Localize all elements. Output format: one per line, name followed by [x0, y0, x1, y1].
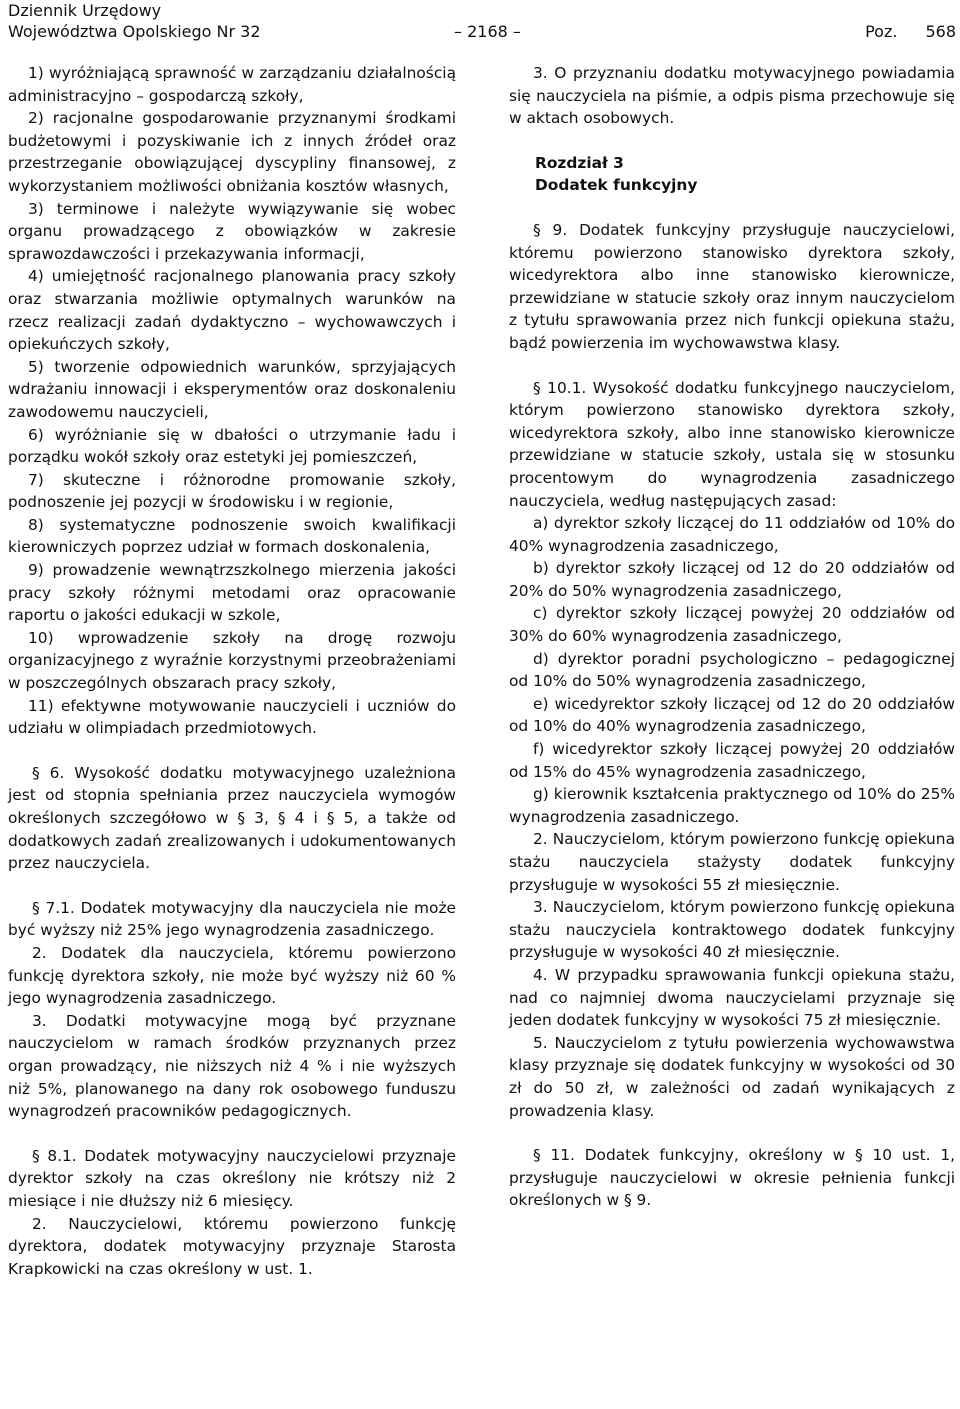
left-column [8, 62, 456, 1280]
position-label: Poz. [865, 22, 898, 41]
chapter-title: Dodatek funkcyjny [535, 176, 698, 195]
list-item: 6) wyróżnianie się w dbałości o utrzymanie ładu i porządku wokół szkoły oraz estetyki jej pomieszczeń, [8, 425, 456, 467]
paragraph-section-11: § 11. Dodatek funkcyjny, określony w § 10 ust. 1, przysługuje nauczycielowi w okresie pełnienia funkcji określonych w § 9. [509, 1146, 955, 1210]
paragraph-section-6: § 6. Wysokość dodatku motywacyjnego uzależniona jest od stopnia spełniania przez nauczyciela wymogów określonych szczegółowo w § 3, § 4 i § 5, a także od dodatkowych zadań zrealizowanych i udokumentowanych przez nauczyciela. [8, 763, 456, 873]
list-item: 5) tworzenie odpowiednich warunków, sprzyjających wdrażaniu innowacji i eksperymentów oraz doskonaleniu zawodowemu nauczycieli, [8, 357, 456, 421]
paragraph-section-10-5: 5. Nauczycielom z tytułu powierzenia wychowawstwa klasy przyznaje się dodatek funkcyjny w wysokości od 30 zł do 50 zł, w zależności od zadań wynikających z prowadzenia klasy. [509, 1033, 955, 1120]
paragraph-section-10-2: 2. Nauczycielom, którym powierzono funkcję opiekuna stażu nauczyciela stażysty dodatek funkcyjny przysługuje w wysokości 55 zł miesięcznie. [509, 830, 955, 894]
list-item: a) dyrektor szkoły liczącej do 11 oddziałów od 10% do 40% wynagrodzenia zasadniczego, [509, 514, 955, 555]
voivodeship-title: Województwa Opolskiego Nr 32 [8, 22, 261, 41]
paragraph-section-7-2: 2. Dodatek dla nauczyciela, któremu powierzono funkcję dyrektora szkoły, nie może być wyższy niż 60 % jego wynagrodzenia zasadniczego. [8, 943, 456, 1008]
paragraph-section-7-1: § 7.1. Dodatek motywacyjny dla nauczyciela nie może być wyższy niż 25% jego wynagrodzenia zasadniczego. [8, 898, 456, 940]
right-column [509, 62, 955, 1212]
paragraph-section-8-3: 3. O przyznaniu dodatku motywacyjnego powiadamia się nauczyciela na piśmie, a odpis pisma przechowuje się w aktach osobowych. [509, 64, 955, 128]
list-item: f) wicedyrektor szkoły liczącej powyżej 20 oddziałów od 15% do 45% wynagrodzenia zasadniczego, [509, 740, 955, 781]
list-item: 9) prowadzenie wewnątrzszkolnego mierzenia jakości pracy szkoły różnymi metodami oraz opracowanie raportu o jakości edukacji w szkole, [8, 561, 456, 625]
paragraph-section-10-3: 3. Nauczycielom, którym powierzono funkcję opiekuna stażu nauczyciela kontraktowego dodatek funkcyjny przysługuje w wysokości 40 zł miesięcznie. [509, 898, 955, 962]
list-item: b) dyrektor szkoły liczącej od 12 do 20 oddziałów od 20% do 50% wynagrodzenia zasadniczego, [509, 559, 955, 600]
list-item: 7) skuteczne i różnorodne promowanie szkoły, podnoszenie jej pozycji w środowisku i w regionie, [8, 470, 456, 512]
list-item: 8) systematyczne podnoszenie swoich kwalifikacji kierowniczych poprzez udział w formach doskonalenia, [8, 515, 456, 557]
journal-title: Dziennik Urzędowy [8, 1, 162, 20]
paragraph-section-10-1: § 10.1. Wysokość dodatku funkcyjnego nauczycielom, którym powierzono stanowisko dyrektora szkoły, wicedyrektora szkoły, albo inne stanowisko kierownicze przewidziane w statucie szkoły, ustala się w stosunku procentowym do wynagrodzenia zasadniczego nauczyciela, według następujących zasad: [509, 378, 955, 510]
list-item: e) wicedyrektor szkoły liczącej od 12 do 20 oddziałów od 10% do 40% wynagrodzenia zasadniczego, [509, 694, 955, 736]
chapter-number: Rozdział 3 [535, 153, 624, 172]
paragraph-section-8-1: § 8.1. Dodatek motywacyjny nauczycielowi przyznaje dyrektor szkoły na czas określony nie krótszy niż 2 miesiące i nie dłuższy niż 6 miesięcy. [8, 1146, 456, 1210]
list-item: c) dyrektor szkoły liczącej powyżej 20 oddziałów od 30% do 60% wynagrodzenia zasadniczego, [509, 604, 955, 646]
list-item: 11) efektywne motywowanie nauczycieli i uczniów do udziału w olimpiadach przedmiotowych. [8, 696, 456, 738]
position-number: 568 [925, 22, 956, 41]
paragraph-section-10-4: 4. W przypadku sprawowania funkcji opiekuna stażu, nad co najmniej dwoma nauczycielami przyznaje się jeden dodatek funkcyjny w wysokości 75 zł miesięcznie. [509, 965, 955, 1030]
list-item: g) kierownik kształcenia praktycznego od 10% do 25% wynagrodzenia zasadniczego. [509, 785, 955, 826]
paragraph-section-7-3: 3. Dodatki motywacyjne mogą być przyznane nauczycielom w ramach środków przyznanych przez organ prowadzący, nie niższych niż 4 % i nie wyższych niż 5%, planowanego na dany rok osobowego funduszu wynagrodzeń pracowników pedagogicznych. [8, 1011, 456, 1121]
list-item: 10) wprowadzenie szkoły na drogę rozwoju organizacyjnego z wyraźnie korzystnymi przeobrażeniami w poszczególnych obszarach pracy szkoły, [8, 628, 456, 693]
list-item: 3) terminowe i należyte wywiązywanie się wobec organu prowadzącego z obowiązków w zakresie sprawozdawczości i przekazywania informacji, [8, 199, 456, 263]
list-item: 1) wyróżniającą sprawność w zarządzaniu działalnością administracyjno – gospodarczą szkoły, [8, 64, 456, 105]
paragraph-section-8-2: 2. Nauczycielowi, któremu powierzono funkcję dyrektora, dodatek motywacyjny przyznaje Starosta Krapkowicki na czas określony w ust. 1. [8, 1214, 456, 1278]
list-item: d) dyrektor poradni psychologiczno – pedagogicznej od 10% do 50% wynagrodzenia zasadniczego, [509, 649, 955, 691]
page-header [8, 0, 956, 44]
list-item: 2) racjonalne gospodarowanie przyznanymi środkami budżetowymi i pozyskiwanie ich z innych źródeł oraz przestrzeganie obowiązującej dyscypliny finansowej, z wykorzystaniem możliwości obniżania kosztów własnych, [8, 109, 456, 195]
list-item: 4) umiejętność racjonalnego planowania pracy szkoły oraz stwarzania możliwie optymalnych warunków na rzecz realizacji zadań dydaktyczno – wychowawczych i opiekuńczych szkoły, [8, 267, 456, 354]
page-number: – 2168 – [454, 22, 521, 41]
paragraph-section-9: § 9. Dodatek funkcyjny przysługuje nauczycielowi, któremu powierzono stanowisko dyrektora szkoły, wicedyrektora albo inne stanowisko kierownicze, przewidziane w statucie szkoły oraz innym nauczycielom z tytułu sprawowania przez nich funkcji opiekuna stażu, bądź powierzenia im wychowawstwa klasy. [509, 220, 955, 352]
position-ref [837, 21, 956, 42]
